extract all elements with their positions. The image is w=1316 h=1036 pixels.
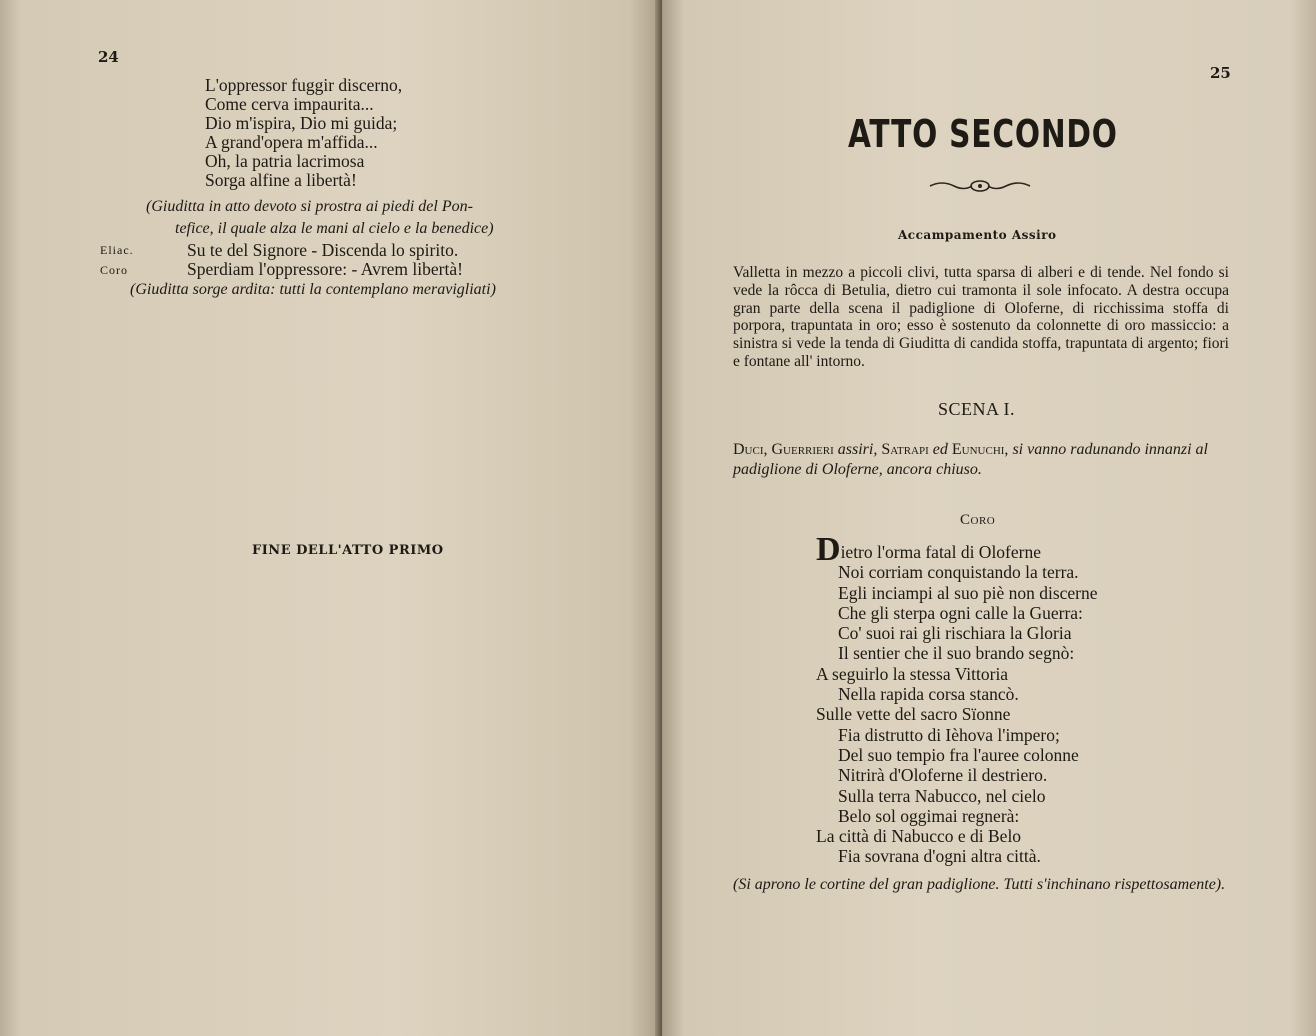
verse-line: Egli inciampi al suo piè non discerne: [838, 582, 1098, 603]
verse-line: Fia sovrana d'ogni altra città.: [838, 846, 1041, 867]
scene-title: SCENA I.: [938, 399, 1016, 419]
scene-description: Valletta in mezzo a piccoli clivi, tutta sparsa di alberi e di tende. Nel fondo si vede la rôcca di Betulia, dietro cui tramonta il sole infocato. A destra occupa gran parte della scena il padiglione di Oloferne, di ricchissima stoffa di porpora, trapuntata in oro; esso è sostenuto da colonnette di oro massiccio: a sinistra si vede la tenda di Giuditta di candida stoffa, trapuntata di argento; fiori e fontane all' intorno.: [733, 264, 1229, 370]
chorus-verse: [816, 531, 1098, 867]
character-names: Satrapi: [881, 441, 929, 458]
stage-direction: tefice, il quale alza le mani al cielo e la benedice): [175, 220, 494, 237]
connector-text: ed: [928, 441, 952, 458]
page-number-left: 24: [98, 48, 119, 66]
character-names: Eunuchi,: [951, 441, 1009, 458]
verse-line: Nella rapida corsa stancò.: [838, 684, 1019, 705]
characters-line: [733, 440, 1229, 480]
setting-title: Accampamento Assiro: [898, 228, 1057, 242]
dialogue-line: Sperdiam l'oppressore: - Avrem libertà!: [187, 259, 463, 279]
verse-line: Fia distrutto di Ièhova l'impero;: [838, 724, 1060, 745]
verse-line: Co' suoi rai gli rischiara la Gloria: [838, 623, 1072, 644]
verse-line: Del suo tempio fra l'auree colonne: [838, 744, 1079, 765]
verse-line: La città di Nabucco e di Belo: [816, 826, 1022, 847]
verse-line: Come cerva impaurita...: [205, 94, 374, 114]
verse-line: L'oppressor fuggir discerno,: [205, 75, 403, 95]
verse-line: Sorga alfine a libertà!: [205, 170, 357, 190]
dialogue-line: Su te del Signore - Discenda lo spirito.: [187, 240, 459, 260]
stage-direction: (Si aprono le cortine del gran padiglione. Tutti s'inchinano rispettosamente).: [733, 876, 1226, 893]
verse-line: Che gli sterpa ogni calle la Guerra:: [838, 602, 1083, 623]
verse-line: Il sentier che il suo brando segnò:: [838, 643, 1075, 664]
verse-line: Nitrirà d'Oloferne il destriero.: [838, 765, 1048, 786]
ornament-divider-icon: [928, 176, 1032, 196]
page-number-right: 25: [1210, 64, 1231, 82]
verse-line: Dio m'ispira, Dio mi guida;: [205, 113, 398, 133]
end-of-act: FINE DELL'ATTO PRIMO: [252, 543, 444, 558]
character-action: si vanno radunando innanzi al padiglione di Oloferne, ancora chiuso.: [733, 441, 1208, 478]
stage-direction: (Giuditta sorge ardita: tutti la contemplano meravigliati): [130, 281, 496, 298]
chorus-heading: Coro: [960, 512, 996, 528]
character-names: Duci, Guerrieri: [733, 441, 834, 458]
verse-text: ietro l'orma fatal di Oloferne: [840, 542, 1041, 562]
verse-line: Belo sol oggimai regnerà:: [838, 805, 1020, 826]
verse-line: Sulla terra Nabucco, nel cielo: [838, 785, 1046, 806]
drop-cap: D: [816, 531, 841, 568]
verse-line-first: [816, 531, 1098, 568]
connector-text: assiri,: [833, 441, 882, 458]
verse-line: A grand'opera m'affida...: [205, 132, 378, 152]
speaker-label: Eliac.: [100, 243, 134, 257]
verse-line: Sulle vette del sacro Sïonne: [816, 704, 1011, 725]
verse-line: Oh, la patria lacrimosa: [205, 151, 365, 171]
verse-block: [205, 76, 402, 190]
act-title: ATTO SECONDO: [848, 112, 1118, 156]
speaker-label: Coro: [100, 263, 128, 277]
verse-line: A seguirlo la stessa Vittoria: [816, 663, 1009, 684]
stage-direction: (Giuditta in atto devoto si prostra ai piedi del Pon-: [146, 198, 473, 215]
verse-line: Noi corriam conquistando la terra.: [838, 562, 1079, 583]
